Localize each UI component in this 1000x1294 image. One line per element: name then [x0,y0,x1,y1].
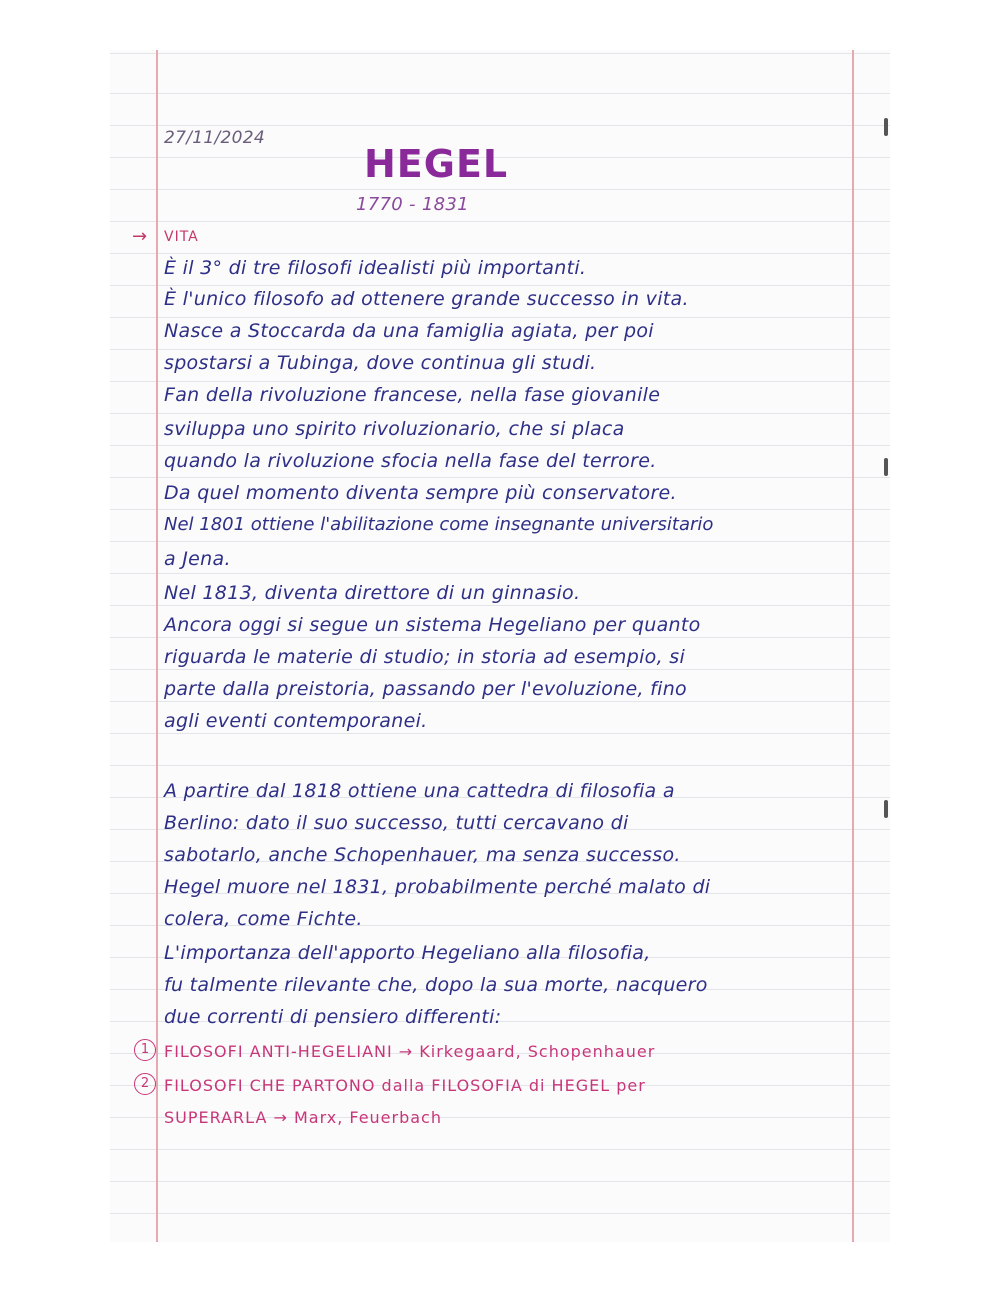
left-margin-line [156,50,158,1242]
text-line: quando la rivoluzione sfocia nella fase del terrore. [164,450,657,472]
text-line: L'importanza dell'apporto Hegeliano alla filosofia, [164,942,651,964]
text-line: Ancora oggi si segue un sistema Hegeliano per quanto [164,614,701,636]
text-line: due correnti di pensiero differenti: [164,1006,502,1028]
list-item: FILOSOFI CHE PARTONO dalla FILOSOFIA di HEGEL per [164,1076,646,1095]
text-line: a Jena. [164,548,231,570]
text-line: A partire dal 1818 ottiene una cattedra di filosofia a [164,780,675,802]
binder-ring-mark [884,118,888,136]
note-date: 27/11/2024 [164,128,265,148]
text-line: spostarsi a Tubinga, dove continua gli studi. [164,352,597,374]
list-item: FILOSOFI ANTI-HEGELIANI → Kirkegaard, Schopenhauer [164,1042,656,1061]
text-line: colera, come Fichte. [164,908,363,930]
text-line: È il 3° di tre filosofi idealisti più importanti. [164,257,587,279]
text-line: Nel 1813, diventa direttore di un ginnasio. [164,582,581,604]
text-line: parte dalla preistoria, passando per l'evoluzione, fino [164,678,687,700]
list-number-badge: 1 [134,1039,156,1061]
text-line: sabotarlo, anche Schopenhauer, ma senza successo. [164,844,681,866]
text-line: È l'unico filosofo ad ottenere grande successo in vita. [164,288,689,310]
section-arrow-icon: → [132,226,148,247]
list-item-continuation: SUPERARLA → Marx, Feuerbach [164,1108,442,1127]
section-heading: VITA [164,229,199,245]
text-line: Nasce a Stoccarda da una famiglia agiata, per poi [164,320,654,342]
text-line: Hegel muore nel 1831, probabilmente perché malato di [164,876,711,898]
text-line: riguarda le materie di studio; in storia ad esempio, si [164,646,686,668]
right-margin-line [852,50,854,1242]
text-line: Nel 1801 ottiene l'abilitazione come insegnante universitario [164,514,714,535]
binder-ring-mark [884,458,888,476]
binder-ring-mark [884,800,888,818]
text-line: fu talmente rilevante che, dopo la sua morte, nacquero [164,974,708,996]
text-line: agli eventi contemporanei. [164,710,428,732]
text-line: Fan della rivoluzione francese, nella fase giovanile [164,384,661,406]
text-line: Berlino: dato il suo successo, tutti cercavano di [164,812,629,834]
list-number-badge: 2 [134,1073,156,1095]
life-years: 1770 - 1831 [356,194,469,215]
text-line: sviluppa uno spirito rivoluzionario, che si placa [164,418,625,440]
page-title: HEGEL [364,142,509,186]
text-line: Da quel momento diventa sempre più conservatore. [164,482,677,504]
